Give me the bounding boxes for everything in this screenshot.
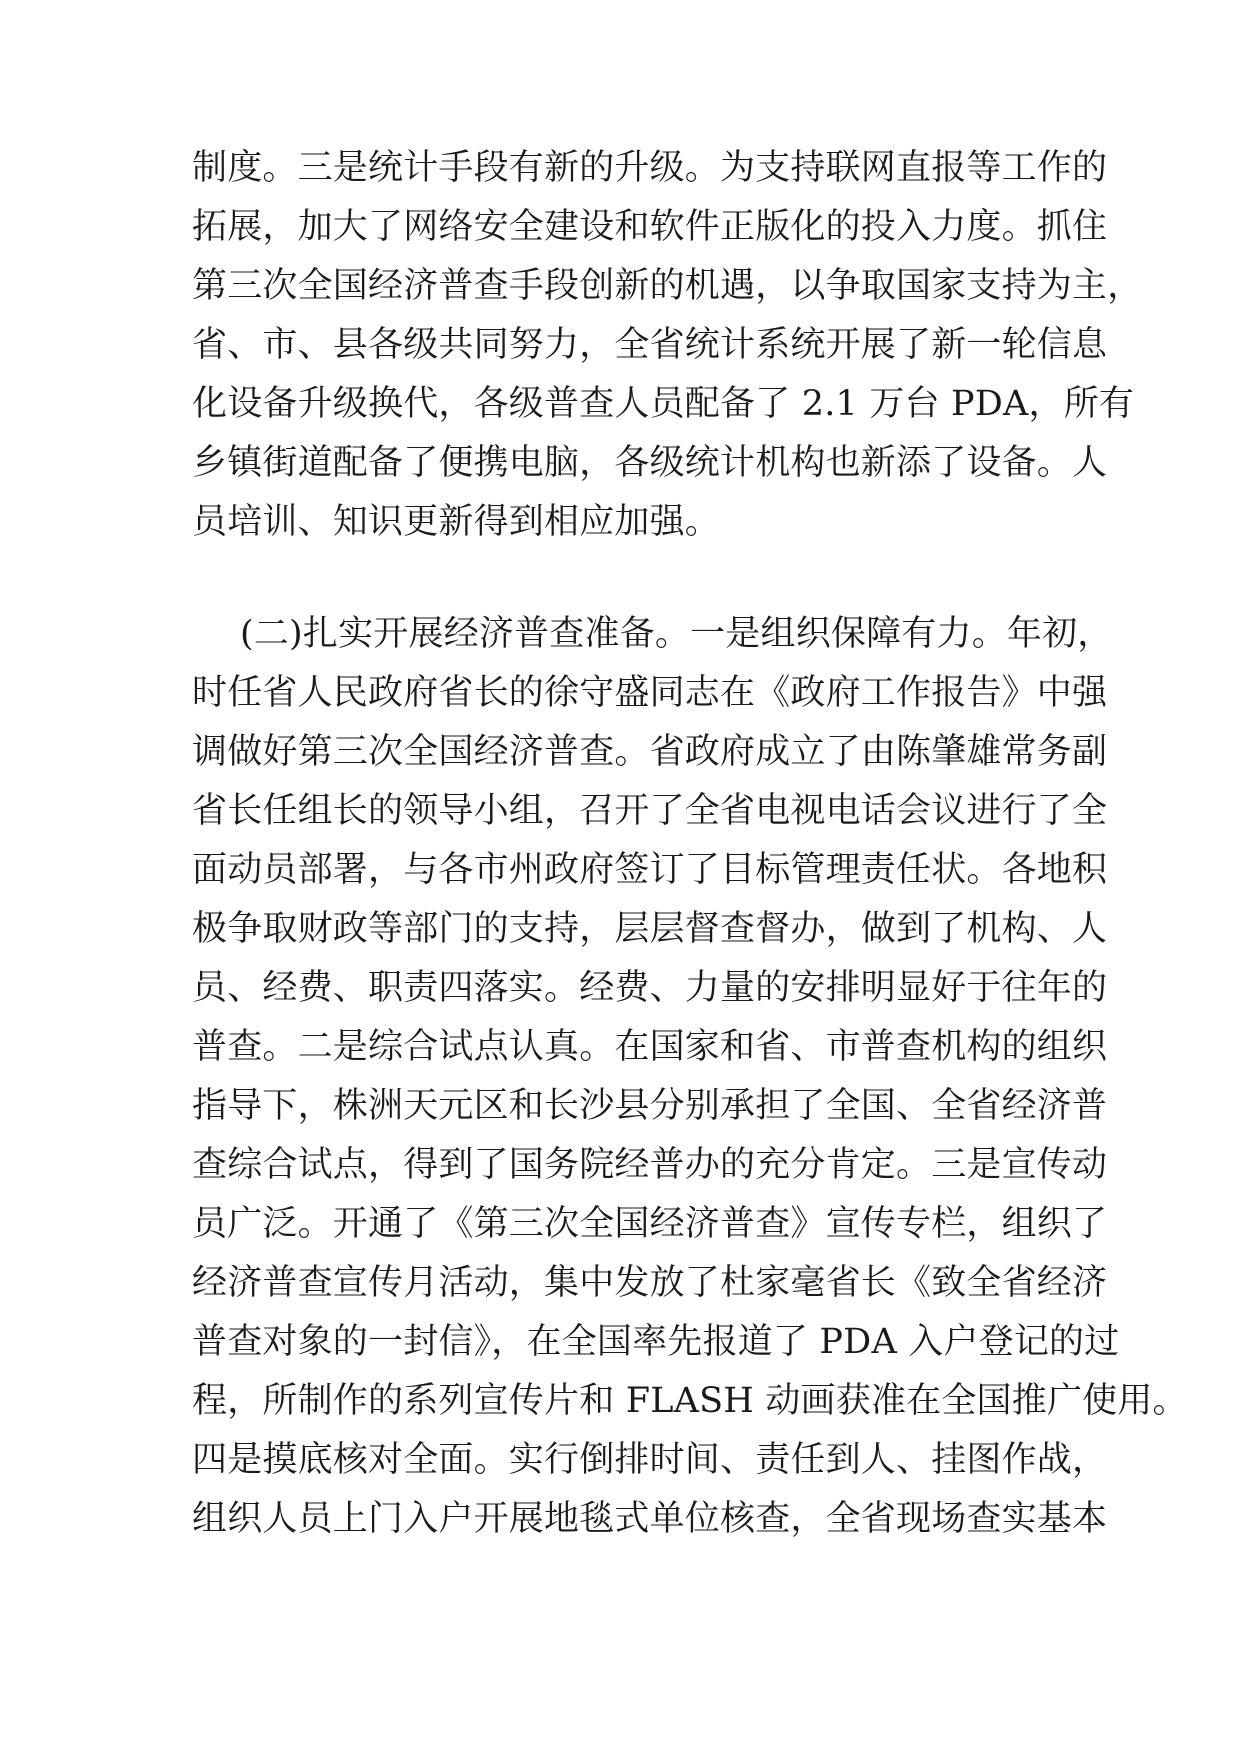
paragraph-2-line-7: 员、经费、职责四落实。经费、力量的安排明显好于往年的: [192, 968, 1108, 1008]
paragraph-2-line-3: 调做好第三次全国经济普查。省政府成立了由陈肇雄常务副: [192, 732, 1108, 772]
paragraph-2-line-2: 时任省人民政府省长的徐守盛同志在《政府工作报告》中强: [192, 673, 1108, 713]
paragraph-1-line-6: 乡镇街道配备了便携电脑，各级统计机构也新添了设备。人: [192, 443, 1108, 483]
paragraph-2-line-13: 普查对象的一封信》，在全国率先报道了 PDA 入户登记的过: [192, 1322, 1120, 1362]
paragraph-2-line-5: 面动员部署，与各市州政府签订了目标管理责任状。各地积: [192, 850, 1108, 890]
paragraph-2-line-10: 查综合试点，得到了国务院经普办的充分肯定。三是宣传动: [192, 1145, 1108, 1185]
paragraph-2-line-15: 四是摸底核对全面。实行倒排时间、责任到人、挂图作战，: [192, 1440, 1108, 1480]
paragraph-2-line-16: 组织人员上门入户开展地毯式单位核查，全省现场查实基本: [192, 1499, 1108, 1539]
paragraph-2-line-8: 普查。二是综合试点认真。在国家和省、市普查机构的组织: [192, 1027, 1108, 1067]
paragraph-1-line-2: 拓展，加大了网络安全建设和软件正版化的投入力度。抓住: [192, 207, 1108, 247]
paragraph-2-line-14: 程，所制作的系列宣传片和 FLASH 动画获准在全国推广使用。: [192, 1381, 1188, 1421]
paragraph-2-line-11: 员广泛。开通了《第三次全国经济普查》宣传专栏，组织了: [192, 1204, 1108, 1244]
paragraph-2-line-9: 指导下，株洲天元区和长沙县分别承担了全国、全省经济普: [192, 1086, 1108, 1126]
paragraph-1-line-7: 员培训、知识更新得到相应加强。: [192, 502, 721, 542]
paragraph-2-line-6: 极争取财政等部门的支持，层层督查督办，做到了机构、人: [192, 909, 1108, 949]
paragraph-1-line-1: 制度。三是统计手段有新的升级。为支持联网直报等工作的: [192, 148, 1108, 188]
paragraph-2-line-1: (二)扎实开展经济普查准备。一是组织保障有力。年初，: [240, 614, 1113, 654]
paragraph-2-line-4: 省长任组长的领导小组，召开了全省电视电话会议进行了全: [192, 791, 1108, 831]
paragraph-1-line-3: 第三次全国经济普查手段创新的机遇，以争取国家支持为主，: [192, 266, 1143, 306]
paragraph-2-line-12: 经济普查宣传月活动，集中发放了杜家毫省长《致全省经济: [192, 1263, 1108, 1303]
paragraph-1-line-4: 省、市、县各级共同努力，全省统计系统开展了新一轮信息: [192, 325, 1108, 365]
paragraph-1-line-5: 化设备升级换代，各级普查人员配备了 2.1 万台 PDA，所有: [192, 384, 1135, 424]
